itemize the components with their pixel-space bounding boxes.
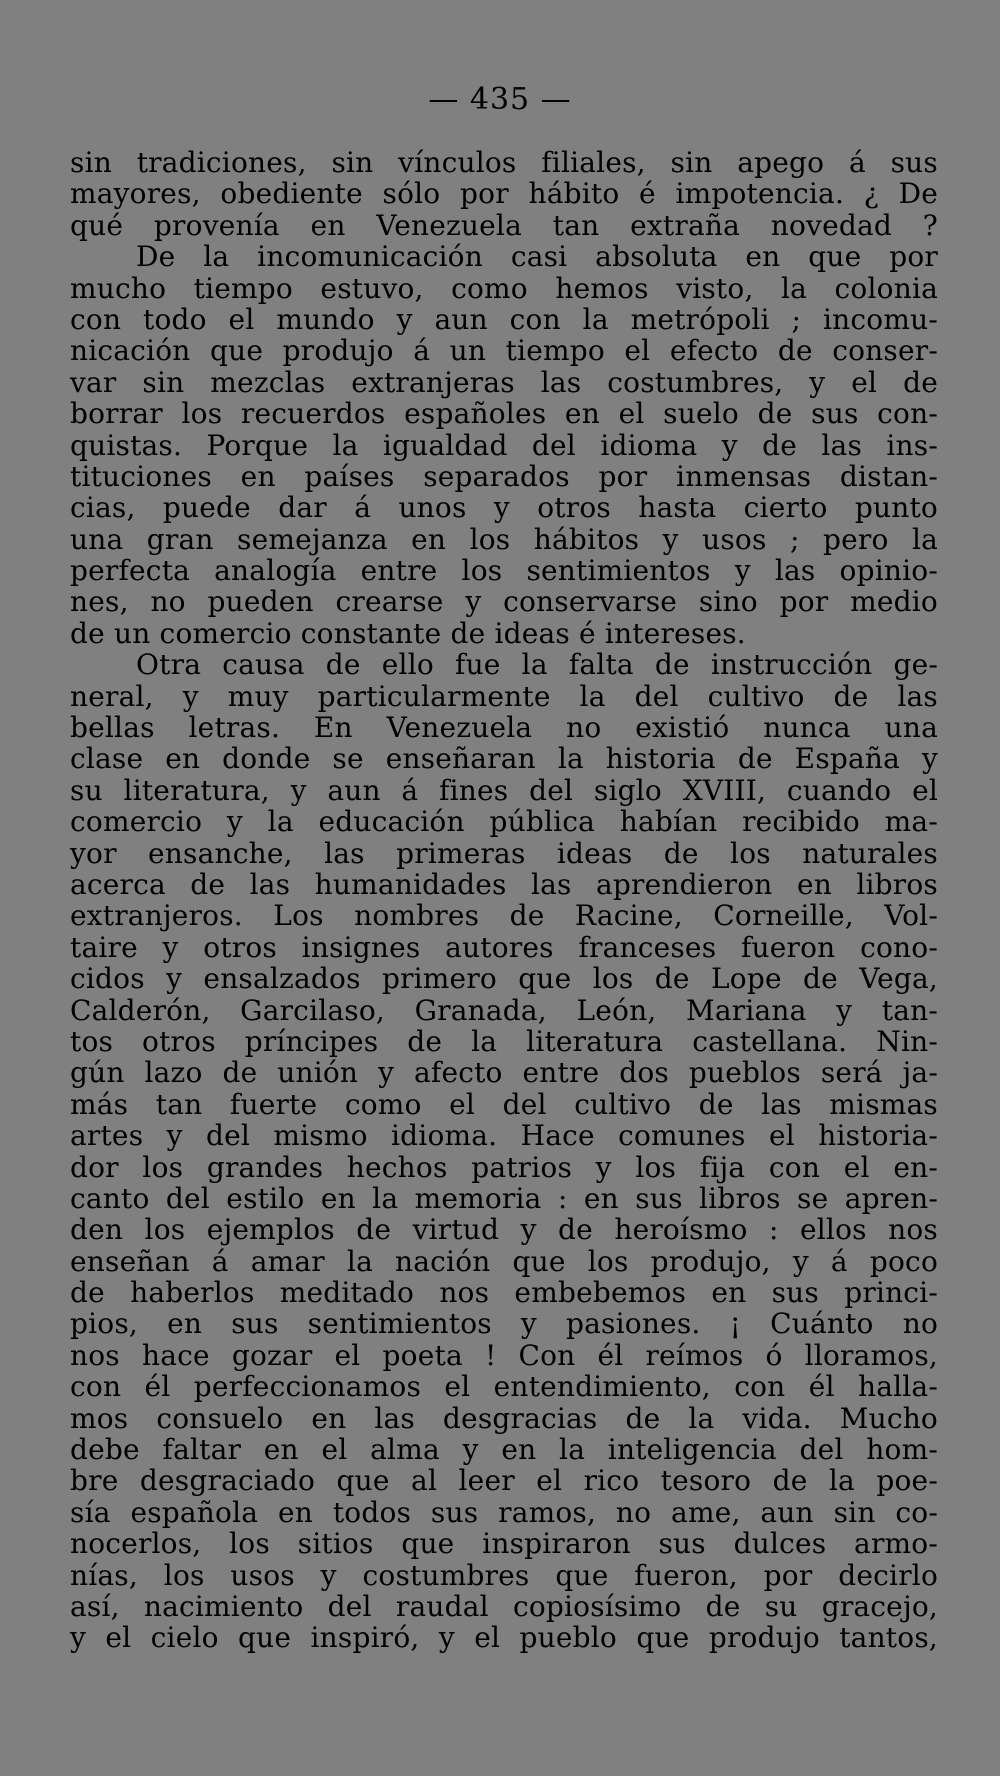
text-line: bre desgraciado que al leer el rico tesoro de la poe- [70,1464,938,1498]
text-line: mos consuelo en las desgracias de la vida. Mucho [70,1401,938,1435]
text-line: qué provenía en Venezuela tan extraña novedad ? [70,208,938,242]
text-line: De la incomunicación casi absoluta en que por [136,240,938,274]
text-line: nías, los usos y costumbres que fueron, por decirlo [70,1558,938,1592]
text-line: más tan fuerte como el del cultivo de las mismas [70,1087,938,1121]
text-line: var sin mezclas extranjeras las costumbres, y el de [70,365,938,399]
text-line: comercio y la educación pública habían recibido ma- [70,805,938,839]
text-line: yor ensanche, las primeras ideas de los naturales [70,836,938,870]
text-line: artes y del mismo idioma. Hace comunes el historia- [70,1119,938,1153]
text-line: clase en donde se enseñaran la historia de España y [70,742,938,776]
page-number: — 435 — [428,82,572,117]
text-line: tituciones en países separados por inmensas distan- [70,459,938,493]
text-line: nocerlos, los sitios que inspiraron sus dulces armo- [70,1527,938,1561]
text-line: una gran semejanza en los hábitos y usos ; pero la [70,522,938,556]
text-line: neral, y muy particularmente la del cultivo de las [70,679,938,713]
text-line: enseñan á amar la nación que los produjo, y á poco [70,1244,938,1278]
text-line: mayores, obediente sólo por hábito é impotencia. ¿ De [70,177,938,211]
text-line: de un comercio constante de ideas é intereses. [70,616,746,650]
text-line: sía española en todos sus ramos, no ame, aun sin co- [70,1495,938,1529]
text-line: perfecta analogía entre los sentimientos y las opinio- [70,554,938,588]
text-line: con él perfeccionamos el entendimiento, con él halla- [70,1370,938,1404]
text-line: sin tradiciones, sin vínculos filiales, sin apego á sus [70,146,938,179]
text-line: Otra causa de ello fue la falta de instrucción ge- [136,648,938,682]
text-line: extranjeros. Los nombres de Racine, Corneille, Vol- [70,899,938,933]
text-line: borrar los recuerdos españoles en el suelo de sus con- [70,397,938,431]
text-line: con todo el mundo y aun con la metrópoli ; incomu- [70,302,938,336]
text-line: gún lazo de unión y afecto entre dos pueblos será ja- [70,1056,938,1090]
text-line: nos hace gozar el poeta ! Con él reímos ó lloramos, [70,1338,938,1372]
text-line: cias, puede dar á unos y otros hasta cierto punto [70,491,938,525]
text-line: bellas letras. En Venezuela no existió nunca una [70,711,938,745]
text-line: den los ejemplos de virtud y de heroísmo : ellos nos [70,1213,938,1247]
text-line: dor los grandes hechos patrios y los fija con el en- [70,1150,938,1184]
text-line: acerca de las humanidades las aprendieron en libros [70,867,938,901]
text-line: tos otros príncipes de la literatura castellana. Nin- [70,1024,938,1058]
text-line: Calderón, Garcilaso, Granada, León, Mariana y tan- [70,993,938,1027]
text-line: de haberlos meditado nos embebemos en sus princi- [70,1276,938,1310]
text-line: cidos y ensalzados primero que los de Lope de Vega, [70,962,938,996]
text-line: debe faltar en el alma y en la inteligencia del hom- [70,1433,938,1467]
text-line: así, nacimiento del raudal copiosísimo de su gracejo, [70,1589,938,1623]
text-line: pios, en sus sentimientos y pasiones. ¡ Cuánto no [70,1307,938,1341]
text-line: nes, no pueden crearse y conservarse sino por medio [70,585,938,619]
text-line: mucho tiempo estuvo, como hemos visto, la colonia [70,271,938,305]
text-line: taire y otros insignes autores franceses fueron cono- [70,930,938,964]
text-line: su literatura, y aun á fines del siglo XVIII, cuando el [70,773,938,807]
text-line: nicación que produjo á un tiempo el efecto de conser- [70,334,938,368]
text-line: canto del estilo en la memoria : en sus libros se apren- [70,1181,938,1215]
text-line: y el cielo que inspiró, y el pueblo que produjo tantos, [70,1621,938,1655]
text-line: quistas. Porque la igualdad del idioma y de las ins- [70,428,938,462]
body-text [70,147,938,1654]
